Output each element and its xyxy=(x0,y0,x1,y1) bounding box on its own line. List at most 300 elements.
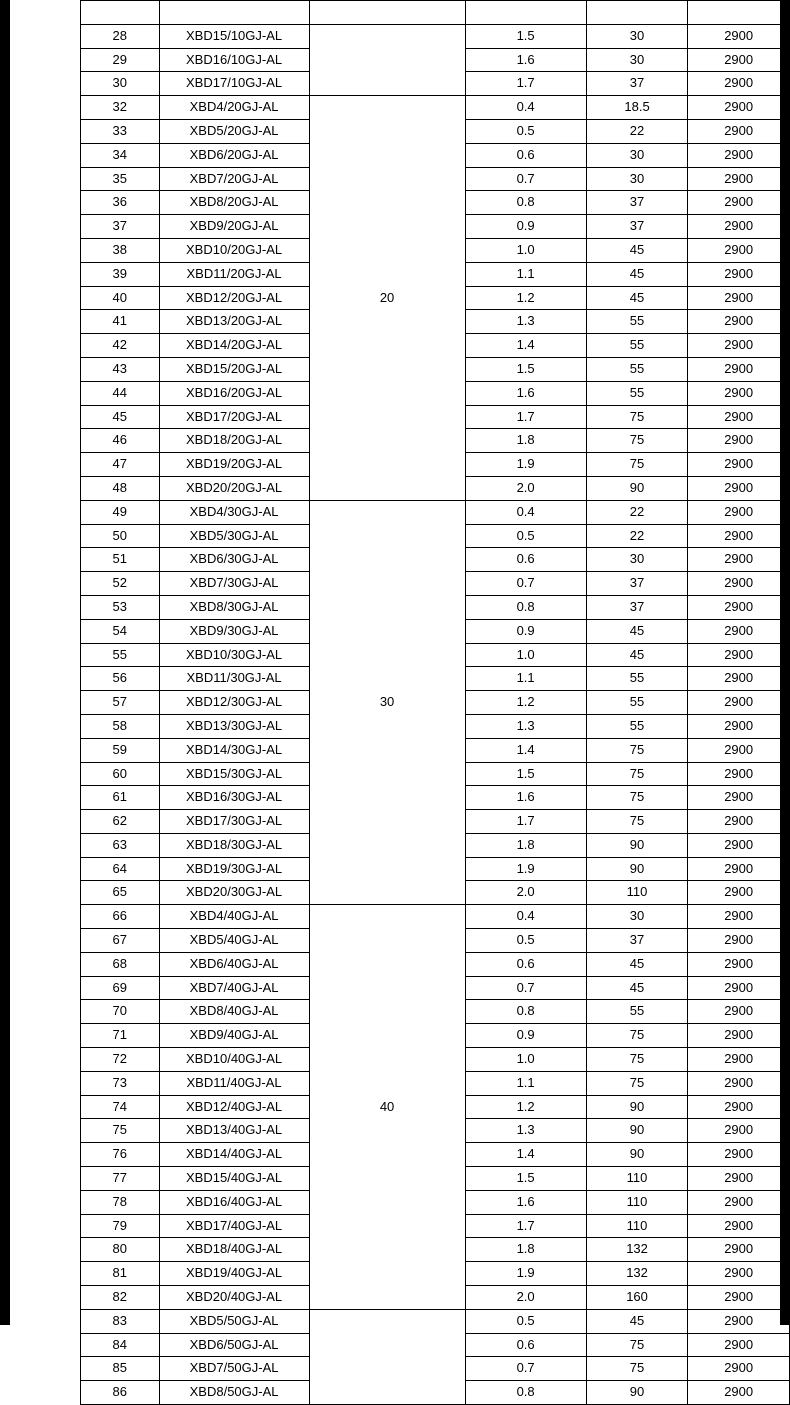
cell-model: XBD5/40GJ-AL xyxy=(159,929,309,953)
cell-speed: 2900 xyxy=(688,929,790,953)
cell-power: 75 xyxy=(586,1024,688,1048)
cell-no: 74 xyxy=(81,1095,160,1119)
cell-model: XBD14/30GJ-AL xyxy=(159,738,309,762)
cell-flow: 1.6 xyxy=(465,1190,586,1214)
cell-power: 45 xyxy=(586,286,688,310)
cell-flow: 0.6 xyxy=(465,952,586,976)
cell-power: 75 xyxy=(586,1333,688,1357)
cell-model: XBD7/20GJ-AL xyxy=(159,167,309,191)
cell-no: 41 xyxy=(81,310,160,334)
cell-model: XBD17/20GJ-AL xyxy=(159,405,309,429)
cell-power: 55 xyxy=(586,691,688,715)
cell-model: XBD20/30GJ-AL xyxy=(159,881,309,905)
cell-power: 45 xyxy=(586,262,688,286)
cell-flow: 1.1 xyxy=(465,667,586,691)
cell-clipped xyxy=(81,1,160,25)
cell-model: XBD18/20GJ-AL xyxy=(159,429,309,453)
cell-flow: 2.0 xyxy=(465,1286,586,1310)
cell-power: 160 xyxy=(586,1286,688,1310)
table-row xyxy=(81,500,790,524)
cell-flow: 0.8 xyxy=(465,1000,586,1024)
cell-power: 55 xyxy=(586,357,688,381)
cell-speed: 2900 xyxy=(688,572,790,596)
cell-speed: 2900 xyxy=(688,691,790,715)
cell-power: 45 xyxy=(586,643,688,667)
cell-no: 42 xyxy=(81,334,160,358)
cell-model: XBD13/40GJ-AL xyxy=(159,1119,309,1143)
cell-speed: 2900 xyxy=(688,1167,790,1191)
cell-flow: 1.5 xyxy=(465,357,586,381)
cell-speed: 2900 xyxy=(688,1119,790,1143)
cell-flow: 1.4 xyxy=(465,334,586,358)
cell-power: 37 xyxy=(586,215,688,239)
cell-power: 37 xyxy=(586,595,688,619)
cell-speed: 2900 xyxy=(688,1262,790,1286)
cell-no: 86 xyxy=(81,1381,160,1405)
cell-group: 30 xyxy=(309,500,465,905)
cell-no: 65 xyxy=(81,881,160,905)
cell-flow: 0.7 xyxy=(465,167,586,191)
cell-power: 45 xyxy=(586,976,688,1000)
cell-flow: 0.6 xyxy=(465,548,586,572)
cell-model: XBD19/20GJ-AL xyxy=(159,453,309,477)
cell-flow: 2.0 xyxy=(465,476,586,500)
cell-power: 75 xyxy=(586,810,688,834)
cell-speed: 2900 xyxy=(688,1238,790,1262)
cell-model: XBD8/50GJ-AL xyxy=(159,1381,309,1405)
cell-model: XBD17/30GJ-AL xyxy=(159,810,309,834)
cell-flow: 0.5 xyxy=(465,1309,586,1333)
cell-power: 55 xyxy=(586,667,688,691)
cell-model: XBD10/20GJ-AL xyxy=(159,238,309,262)
cell-flow: 1.8 xyxy=(465,429,586,453)
cell-flow: 1.7 xyxy=(465,72,586,96)
cell-speed: 2900 xyxy=(688,714,790,738)
cell-model: XBD19/30GJ-AL xyxy=(159,857,309,881)
cell-speed: 2900 xyxy=(688,1095,790,1119)
cell-group xyxy=(309,24,465,95)
cell-power: 75 xyxy=(586,1048,688,1072)
cell-flow: 1.8 xyxy=(465,1238,586,1262)
cell-model: XBD10/40GJ-AL xyxy=(159,1048,309,1072)
cell-no: 29 xyxy=(81,48,160,72)
cell-no: 77 xyxy=(81,1167,160,1191)
cell-flow: 1.9 xyxy=(465,1262,586,1286)
cell-speed: 2900 xyxy=(688,1357,790,1381)
cell-model: XBD4/40GJ-AL xyxy=(159,905,309,929)
cell-group xyxy=(309,1309,465,1404)
cell-model: XBD20/20GJ-AL xyxy=(159,476,309,500)
cell-power: 75 xyxy=(586,738,688,762)
cell-speed: 2900 xyxy=(688,738,790,762)
cell-no: 67 xyxy=(81,929,160,953)
cell-flow: 1.7 xyxy=(465,1214,586,1238)
cell-flow: 0.9 xyxy=(465,1024,586,1048)
cell-power: 37 xyxy=(586,191,688,215)
cell-model: XBD6/40GJ-AL xyxy=(159,952,309,976)
cell-power: 75 xyxy=(586,405,688,429)
spec-table-container xyxy=(20,0,754,1405)
cell-power: 30 xyxy=(586,24,688,48)
cell-speed: 2900 xyxy=(688,381,790,405)
cell-speed: 2900 xyxy=(688,1381,790,1405)
cell-model: XBD15/20GJ-AL xyxy=(159,357,309,381)
cell-power: 22 xyxy=(586,119,688,143)
cell-model: XBD16/10GJ-AL xyxy=(159,48,309,72)
cell-model: XBD16/20GJ-AL xyxy=(159,381,309,405)
cell-no: 56 xyxy=(81,667,160,691)
cell-speed: 2900 xyxy=(688,1143,790,1167)
cell-no: 69 xyxy=(81,976,160,1000)
cell-power: 45 xyxy=(586,952,688,976)
cell-no: 64 xyxy=(81,857,160,881)
cell-flow: 0.7 xyxy=(465,976,586,1000)
cell-no: 40 xyxy=(81,286,160,310)
cell-speed: 2900 xyxy=(688,881,790,905)
cell-speed: 2900 xyxy=(688,643,790,667)
cell-no: 81 xyxy=(81,1262,160,1286)
cell-flow: 0.9 xyxy=(465,619,586,643)
cell-no: 45 xyxy=(81,405,160,429)
cell-power: 55 xyxy=(586,1000,688,1024)
cell-speed: 2900 xyxy=(688,238,790,262)
cell-flow: 0.5 xyxy=(465,119,586,143)
cell-clipped xyxy=(159,1,309,25)
cell-no: 75 xyxy=(81,1119,160,1143)
cell-speed: 2900 xyxy=(688,24,790,48)
cell-no: 32 xyxy=(81,96,160,120)
cell-speed: 2900 xyxy=(688,810,790,834)
cell-model: XBD6/50GJ-AL xyxy=(159,1333,309,1357)
cell-no: 70 xyxy=(81,1000,160,1024)
cell-no: 68 xyxy=(81,952,160,976)
cell-speed: 2900 xyxy=(688,1000,790,1024)
cell-flow: 1.6 xyxy=(465,381,586,405)
cell-speed: 2900 xyxy=(688,96,790,120)
cell-flow: 0.4 xyxy=(465,905,586,929)
cell-model: XBD5/50GJ-AL xyxy=(159,1309,309,1333)
cell-model: XBD8/20GJ-AL xyxy=(159,191,309,215)
cell-power: 90 xyxy=(586,1381,688,1405)
cell-model: XBD4/30GJ-AL xyxy=(159,500,309,524)
cell-power: 30 xyxy=(586,143,688,167)
cell-flow: 1.0 xyxy=(465,643,586,667)
cell-model: XBD11/40GJ-AL xyxy=(159,1071,309,1095)
cell-no: 52 xyxy=(81,572,160,596)
cell-power: 30 xyxy=(586,548,688,572)
cell-model: XBD7/40GJ-AL xyxy=(159,976,309,1000)
cell-power: 110 xyxy=(586,1167,688,1191)
cell-power: 90 xyxy=(586,476,688,500)
cell-flow: 1.2 xyxy=(465,691,586,715)
cell-speed: 2900 xyxy=(688,786,790,810)
table-row xyxy=(81,905,790,929)
cell-no: 34 xyxy=(81,143,160,167)
cell-power: 75 xyxy=(586,786,688,810)
cell-flow: 0.8 xyxy=(465,1381,586,1405)
cell-no: 78 xyxy=(81,1190,160,1214)
cell-speed: 2900 xyxy=(688,48,790,72)
cell-flow: 0.7 xyxy=(465,572,586,596)
cell-power: 90 xyxy=(586,1095,688,1119)
cell-flow: 1.5 xyxy=(465,762,586,786)
cell-model: XBD5/30GJ-AL xyxy=(159,524,309,548)
cell-flow: 1.2 xyxy=(465,1095,586,1119)
cell-power: 37 xyxy=(586,72,688,96)
cell-speed: 2900 xyxy=(688,405,790,429)
cell-no: 36 xyxy=(81,191,160,215)
cell-flow: 0.7 xyxy=(465,1357,586,1381)
cell-model: XBD16/40GJ-AL xyxy=(159,1190,309,1214)
cell-speed: 2900 xyxy=(688,334,790,358)
cell-no: 73 xyxy=(81,1071,160,1095)
cell-no: 53 xyxy=(81,595,160,619)
cell-power: 37 xyxy=(586,572,688,596)
cell-speed: 2900 xyxy=(688,310,790,334)
cell-no: 60 xyxy=(81,762,160,786)
cell-power: 75 xyxy=(586,1357,688,1381)
cell-no: 38 xyxy=(81,238,160,262)
cell-group: 20 xyxy=(309,96,465,501)
cell-flow: 0.8 xyxy=(465,595,586,619)
table-row xyxy=(81,1309,790,1333)
cell-model: XBD18/40GJ-AL xyxy=(159,1238,309,1262)
cell-power: 110 xyxy=(586,1190,688,1214)
cell-speed: 2900 xyxy=(688,453,790,477)
cell-flow: 0.5 xyxy=(465,524,586,548)
cell-model: XBD13/30GJ-AL xyxy=(159,714,309,738)
cell-flow: 1.1 xyxy=(465,1071,586,1095)
cell-speed: 2900 xyxy=(688,595,790,619)
cell-no: 76 xyxy=(81,1143,160,1167)
cell-model: XBD17/10GJ-AL xyxy=(159,72,309,96)
cell-no: 72 xyxy=(81,1048,160,1072)
cell-speed: 2900 xyxy=(688,857,790,881)
cell-power: 18.5 xyxy=(586,96,688,120)
cell-speed: 2900 xyxy=(688,72,790,96)
cell-no: 85 xyxy=(81,1357,160,1381)
cell-power: 45 xyxy=(586,238,688,262)
cell-speed: 2900 xyxy=(688,1048,790,1072)
cell-power: 132 xyxy=(586,1238,688,1262)
cell-no: 63 xyxy=(81,833,160,857)
cell-model: XBD19/40GJ-AL xyxy=(159,1262,309,1286)
cell-flow: 1.3 xyxy=(465,714,586,738)
cell-power: 90 xyxy=(586,857,688,881)
cell-no: 50 xyxy=(81,524,160,548)
cell-model: XBD9/20GJ-AL xyxy=(159,215,309,239)
cell-flow: 1.4 xyxy=(465,1143,586,1167)
cell-model: XBD11/20GJ-AL xyxy=(159,262,309,286)
cell-speed: 2900 xyxy=(688,762,790,786)
cell-speed: 2900 xyxy=(688,119,790,143)
cell-model: XBD17/40GJ-AL xyxy=(159,1214,309,1238)
cell-speed: 2900 xyxy=(688,167,790,191)
cell-speed: 2900 xyxy=(688,500,790,524)
cell-speed: 2900 xyxy=(688,1071,790,1095)
cell-model: XBD16/30GJ-AL xyxy=(159,786,309,810)
cell-flow: 0.6 xyxy=(465,1333,586,1357)
cell-model: XBD10/30GJ-AL xyxy=(159,643,309,667)
cell-no: 46 xyxy=(81,429,160,453)
cell-model: XBD15/30GJ-AL xyxy=(159,762,309,786)
cell-model: XBD5/20GJ-AL xyxy=(159,119,309,143)
pump-specification-table xyxy=(80,0,790,1405)
cell-flow: 0.4 xyxy=(465,500,586,524)
cell-speed: 2900 xyxy=(688,476,790,500)
cell-no: 30 xyxy=(81,72,160,96)
cell-speed: 2900 xyxy=(688,524,790,548)
cell-speed: 2900 xyxy=(688,952,790,976)
cell-flow: 1.7 xyxy=(465,405,586,429)
cell-no: 48 xyxy=(81,476,160,500)
cell-no: 59 xyxy=(81,738,160,762)
cell-flow: 1.4 xyxy=(465,738,586,762)
cell-flow: 1.9 xyxy=(465,453,586,477)
cell-model: XBD14/40GJ-AL xyxy=(159,1143,309,1167)
cell-model: XBD15/40GJ-AL xyxy=(159,1167,309,1191)
cell-model: XBD11/30GJ-AL xyxy=(159,667,309,691)
cell-speed: 2900 xyxy=(688,191,790,215)
cell-no: 55 xyxy=(81,643,160,667)
cell-model: XBD6/30GJ-AL xyxy=(159,548,309,572)
cell-no: 39 xyxy=(81,262,160,286)
cell-clipped xyxy=(688,1,790,25)
cell-speed: 2900 xyxy=(688,619,790,643)
cell-no: 82 xyxy=(81,1286,160,1310)
cell-power: 55 xyxy=(586,334,688,358)
cell-flow: 2.0 xyxy=(465,881,586,905)
cell-model: XBD8/40GJ-AL xyxy=(159,1000,309,1024)
cell-power: 45 xyxy=(586,1309,688,1333)
cell-model: XBD14/20GJ-AL xyxy=(159,334,309,358)
cell-no: 28 xyxy=(81,24,160,48)
cell-speed: 2900 xyxy=(688,429,790,453)
cell-speed: 2900 xyxy=(688,1190,790,1214)
cell-no: 71 xyxy=(81,1024,160,1048)
cell-no: 80 xyxy=(81,1238,160,1262)
cell-power: 45 xyxy=(586,619,688,643)
cell-power: 22 xyxy=(586,500,688,524)
cell-power: 30 xyxy=(586,905,688,929)
cell-model: XBD8/30GJ-AL xyxy=(159,595,309,619)
cell-model: XBD4/20GJ-AL xyxy=(159,96,309,120)
cell-model: XBD12/30GJ-AL xyxy=(159,691,309,715)
cell-speed: 2900 xyxy=(688,833,790,857)
cell-flow: 1.8 xyxy=(465,833,586,857)
cell-flow: 1.6 xyxy=(465,786,586,810)
cell-speed: 2900 xyxy=(688,667,790,691)
cell-speed: 2900 xyxy=(688,548,790,572)
cell-speed: 2900 xyxy=(688,262,790,286)
cell-speed: 2900 xyxy=(688,976,790,1000)
cell-model: XBD12/40GJ-AL xyxy=(159,1095,309,1119)
cell-flow: 1.0 xyxy=(465,1048,586,1072)
cell-flow: 1.7 xyxy=(465,810,586,834)
cell-no: 57 xyxy=(81,691,160,715)
cell-flow: 1.0 xyxy=(465,238,586,262)
cell-speed: 2900 xyxy=(688,905,790,929)
cell-no: 79 xyxy=(81,1214,160,1238)
cell-no: 37 xyxy=(81,215,160,239)
cell-power: 55 xyxy=(586,381,688,405)
cell-power: 75 xyxy=(586,429,688,453)
cell-flow: 0.8 xyxy=(465,191,586,215)
cell-power: 75 xyxy=(586,1071,688,1095)
cell-power: 90 xyxy=(586,833,688,857)
cell-flow: 0.5 xyxy=(465,929,586,953)
cell-no: 35 xyxy=(81,167,160,191)
cell-no: 47 xyxy=(81,453,160,477)
cell-power: 37 xyxy=(586,929,688,953)
cell-speed: 2900 xyxy=(688,143,790,167)
cell-power: 75 xyxy=(586,453,688,477)
cell-power: 110 xyxy=(586,1214,688,1238)
cell-clipped xyxy=(309,1,465,25)
table-body xyxy=(81,1,790,1405)
cell-power: 22 xyxy=(586,524,688,548)
cell-speed: 2900 xyxy=(688,1024,790,1048)
cell-clipped xyxy=(586,1,688,25)
cell-power: 90 xyxy=(586,1143,688,1167)
cell-no: 84 xyxy=(81,1333,160,1357)
cell-speed: 2900 xyxy=(688,1309,790,1333)
cell-speed: 2900 xyxy=(688,357,790,381)
cell-model: XBD18/30GJ-AL xyxy=(159,833,309,857)
cell-flow: 1.1 xyxy=(465,262,586,286)
cell-no: 44 xyxy=(81,381,160,405)
cell-speed: 2900 xyxy=(688,1333,790,1357)
cell-flow: 0.4 xyxy=(465,96,586,120)
cell-power: 75 xyxy=(586,762,688,786)
cell-power: 110 xyxy=(586,881,688,905)
cell-power: 55 xyxy=(586,714,688,738)
cell-power: 30 xyxy=(586,48,688,72)
cell-no: 83 xyxy=(81,1309,160,1333)
cell-flow: 1.5 xyxy=(465,1167,586,1191)
cell-speed: 2900 xyxy=(688,286,790,310)
cell-no: 51 xyxy=(81,548,160,572)
cell-model: XBD7/30GJ-AL xyxy=(159,572,309,596)
cell-no: 49 xyxy=(81,500,160,524)
cell-no: 33 xyxy=(81,119,160,143)
cell-no: 62 xyxy=(81,810,160,834)
cell-model: XBD13/20GJ-AL xyxy=(159,310,309,334)
cell-flow: 1.3 xyxy=(465,310,586,334)
cell-speed: 2900 xyxy=(688,1214,790,1238)
cell-flow: 1.9 xyxy=(465,857,586,881)
cell-flow: 1.2 xyxy=(465,286,586,310)
cell-model: XBD6/20GJ-AL xyxy=(159,143,309,167)
cell-model: XBD12/20GJ-AL xyxy=(159,286,309,310)
cell-power: 90 xyxy=(586,1119,688,1143)
cell-model: XBD9/30GJ-AL xyxy=(159,619,309,643)
cell-model: XBD20/40GJ-AL xyxy=(159,1286,309,1310)
cell-no: 66 xyxy=(81,905,160,929)
cell-flow: 1.6 xyxy=(465,48,586,72)
table-row xyxy=(81,96,790,120)
cell-group: 40 xyxy=(309,905,465,1310)
cell-flow: 0.6 xyxy=(465,143,586,167)
cell-no: 54 xyxy=(81,619,160,643)
cell-power: 132 xyxy=(586,1262,688,1286)
cell-flow: 0.9 xyxy=(465,215,586,239)
cell-flow: 1.5 xyxy=(465,24,586,48)
cell-speed: 2900 xyxy=(688,1286,790,1310)
cell-power: 30 xyxy=(586,167,688,191)
cell-model: XBD15/10GJ-AL xyxy=(159,24,309,48)
cell-no: 58 xyxy=(81,714,160,738)
